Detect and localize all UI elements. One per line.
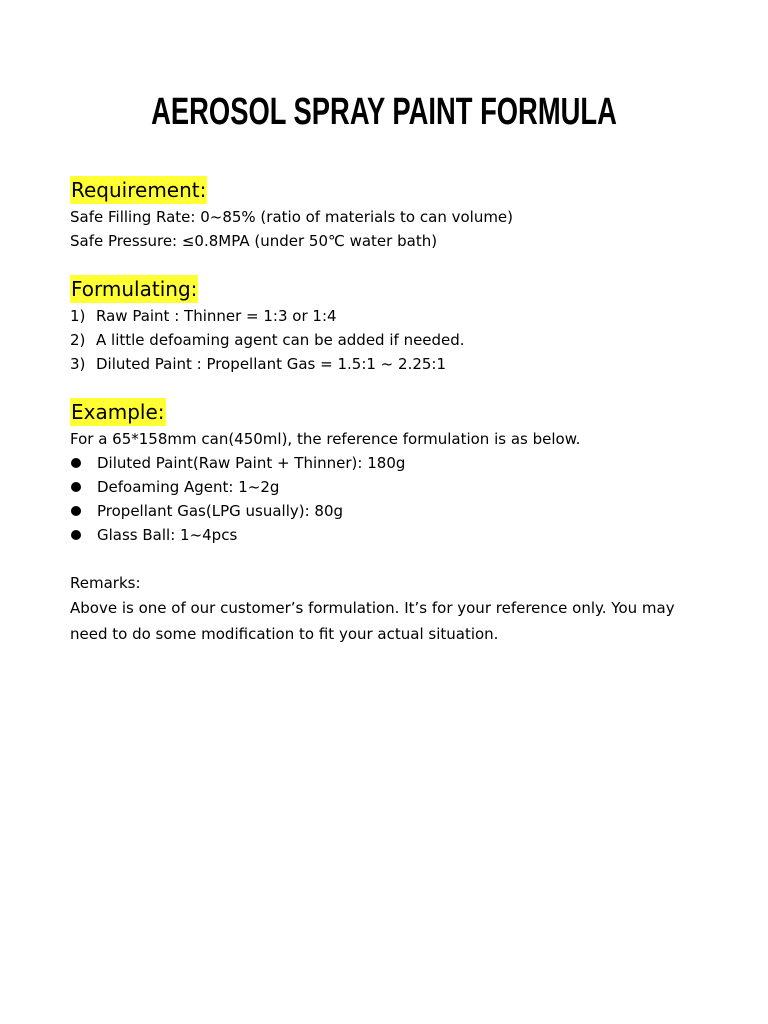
requirement-heading: Requirement: <box>71 178 207 202</box>
formulating-step <box>70 328 710 352</box>
step-text: A little defoaming agent can be added if needed. <box>96 331 465 349</box>
remarks-section <box>70 571 710 647</box>
formulating-step <box>70 352 710 376</box>
bullet-icon <box>71 530 81 540</box>
requirement-line: Safe Filling Rate: 0~85% (ratio of materials to can volume) <box>70 208 514 226</box>
formulating-step <box>70 304 710 328</box>
example-intro: For a 65*158mm can(450ml), the reference formulation is as below. <box>70 430 581 448</box>
formulating-steps <box>70 304 710 376</box>
example-item <box>70 475 710 499</box>
requirement-section <box>70 176 710 253</box>
bullet-icon <box>71 482 81 492</box>
step-text: Diluted Paint : Propellant Gas = 1.5:1 ~ 2.25:1 <box>96 355 447 373</box>
remarks-label: Remarks: <box>70 574 141 592</box>
step-number: 2) <box>70 331 86 349</box>
formulating-section <box>70 275 710 376</box>
step-number: 3) <box>70 355 86 373</box>
document-body <box>70 176 710 647</box>
remarks-text: Above is one of our customer’s formulation. It’s for your reference only. You may need to do some modification to fit your actual situation. <box>70 599 675 643</box>
formulating-heading: Formulating: <box>71 277 198 301</box>
example-item-text: Defoaming Agent: 1~2g <box>97 478 280 496</box>
example-item-text: Diluted Paint(Raw Paint + Thinner): 180g <box>97 454 406 472</box>
requirement-line: Safe Pressure: ≤0.8MPA (under 50℃ water bath) <box>70 232 438 250</box>
bullet-icon <box>71 506 81 516</box>
example-items <box>70 451 710 547</box>
step-text: Raw Paint : Thinner = 1:3 or 1:4 <box>96 307 337 325</box>
document-title: AEROSOL SPRAY PAINT FORMULA <box>151 91 617 133</box>
example-item-text: Glass Ball: 1~4pcs <box>97 526 238 544</box>
bullet-icon <box>71 458 81 468</box>
example-item <box>70 523 710 547</box>
step-number: 1) <box>70 307 86 325</box>
example-item-text: Propellant Gas(LPG usually): 80g <box>97 502 344 520</box>
example-item <box>70 451 710 475</box>
example-section <box>70 398 710 547</box>
example-item <box>70 499 710 523</box>
example-heading: Example: <box>71 400 165 424</box>
